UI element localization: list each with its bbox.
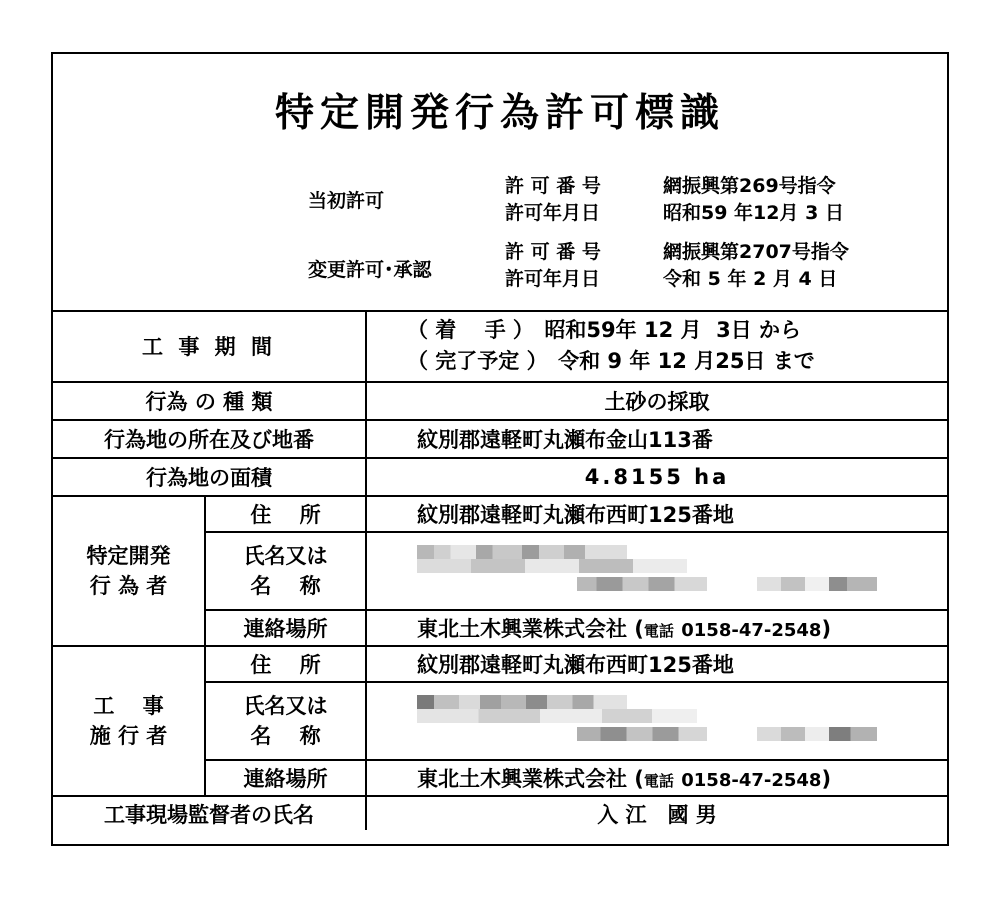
change-date-value: 令和 5 年 2 月 4 日 [663, 268, 838, 290]
sign-header [53, 54, 947, 312]
developer-phone-prefix: 電話 [643, 622, 674, 640]
developer-phone: 0158-47-2548 [681, 620, 822, 641]
contractor-name-label [205, 682, 366, 760]
redacted-name-blur [367, 541, 947, 601]
initial-number-key: 許 可 番 号 [505, 175, 601, 197]
change-date-key: 許可年月日 [505, 268, 601, 290]
change-number-key: 許 可 番 号 [505, 241, 601, 263]
developer-name-value-redacted [366, 532, 947, 610]
contractor-contact-label: 連絡場所 [205, 760, 366, 796]
developer-address-value: 紋別郡遠軽町丸瀬布西町125番地 [366, 496, 947, 532]
contractor-label [53, 646, 205, 796]
contractor-name-label-line2: 名 称 [250, 724, 321, 748]
contractor-phone: 0158-47-2548 [681, 770, 822, 791]
developer-contact-value: 東北土木興業株式会社 (電話 0158-47-2548) [366, 610, 947, 646]
initial-date-value: 昭和59 年12月 3 日 [663, 202, 844, 224]
period-start-label: （ 着 手 ） [407, 317, 524, 342]
period-value [366, 310, 947, 382]
contractor-name-label-line1: 氏名又は [243, 694, 328, 718]
area-label: 行為地の面積 [53, 458, 366, 496]
period-end-value: 令和 9 年 12 月25日 まで [558, 348, 815, 373]
developer-name-label [205, 532, 366, 610]
developer-name-label-line1: 氏名又は [243, 544, 328, 568]
period-start-value: 昭和59年 12 月 3日 から [544, 317, 802, 342]
developer-contact-company: 東北土木興業株式会社 [417, 617, 627, 641]
contractor-name-value-redacted [366, 682, 947, 760]
contractor-label-line1: 工 事 [93, 694, 164, 718]
contractor-contact-value: 東北土木興業株式会社 (電話 0158-47-2548) [366, 760, 947, 796]
supervisor-value: 入 江 國 男 [366, 796, 947, 830]
developer-name-label-line2: 名 称 [250, 574, 321, 598]
location-value: 紋別郡遠軽町丸瀬布金山113番 [366, 420, 947, 458]
developer-label-line2: 行 為 者 [89, 574, 168, 598]
act-type-label: 行為 の 種 類 [53, 382, 366, 420]
initial-permit-label: 当初許可 [308, 190, 385, 212]
area-value: 4.8155 ha [366, 458, 947, 496]
developer-contact-label: 連絡場所 [205, 610, 366, 646]
permit-details-table [53, 310, 947, 830]
developer-label [53, 496, 205, 646]
location-label: 行為地の所在及び地番 [53, 420, 366, 458]
change-number-value: 網振興第2707号指令 [663, 241, 849, 263]
act-type-value: 土砂の採取 [366, 382, 947, 420]
developer-label-line1: 特定開発 [86, 544, 171, 568]
change-permit-label: 変更許可･承認 [308, 259, 432, 281]
initial-number-value: 網振興第269号指令 [663, 175, 836, 197]
supervisor-label: 工事現場監督者の氏名 [53, 796, 366, 830]
contractor-phone-prefix: 電話 [643, 772, 674, 790]
permit-sign [51, 52, 949, 846]
contractor-contact-company: 東北土木興業株式会社 [417, 767, 627, 791]
period-label: 工 事 期 間 [53, 310, 366, 382]
initial-date-key: 許可年月日 [505, 202, 601, 224]
contractor-label-line2: 施 行 者 [89, 724, 168, 748]
contractor-address-label: 住 所 [205, 646, 366, 682]
contractor-address-value: 紋別郡遠軽町丸瀬布西町125番地 [366, 646, 947, 682]
developer-address-label: 住 所 [205, 496, 366, 532]
period-end-label: （ 完了予定 ） [407, 348, 538, 373]
sign-title: 特定開発行為許可標識 [274, 91, 725, 136]
redacted-name-blur [367, 691, 947, 751]
